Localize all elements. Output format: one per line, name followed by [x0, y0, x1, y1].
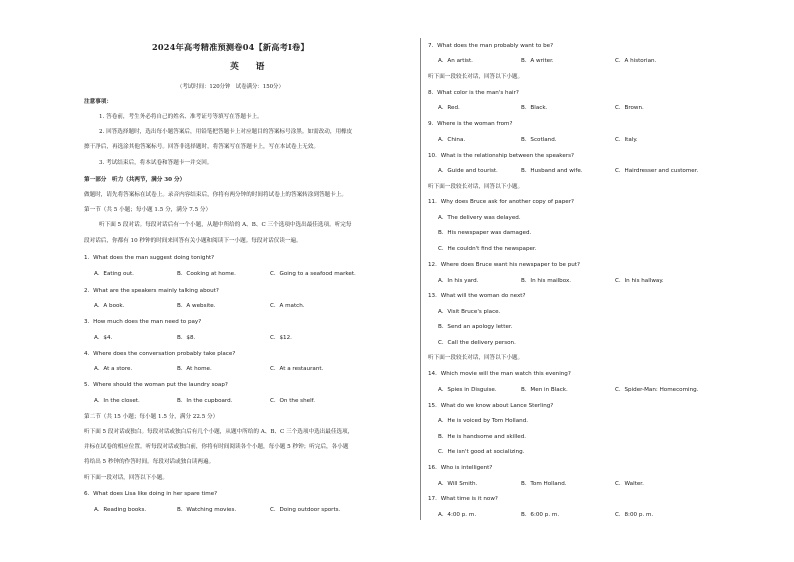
- q13-option-b: B．Send an apology letter.: [438, 324, 513, 330]
- listen-instruction-6: 听下面一段对话，回答以下小题。: [84, 475, 168, 481]
- q17-option-b: B．6:00 p. m.: [521, 512, 560, 518]
- q3-option-c: C．$12.: [270, 335, 292, 341]
- notice-item-2a: 2. 回答选择题时，选出每小题答案后，用铅笔把答题卡上对应题目的答案标号涂黑。如需改动，用橡皮: [99, 129, 353, 135]
- q4-option-b: B．At home.: [177, 366, 212, 372]
- q12-option-b: B．In his mailbox.: [521, 278, 572, 284]
- part1-intro: 做题时，请先将答案标在试卷上。录音内容结束后，你将有两分钟的时间将试卷上的答案转涂到答题卡上。: [84, 192, 347, 198]
- q7-option-a: A．An artist.: [438, 58, 473, 64]
- q9-option-a: A．China.: [438, 137, 466, 143]
- part1-heading: 第一部分 听力（共两节，满分 30 分）: [84, 177, 186, 183]
- question-9: 9．Where is the woman from?: [428, 121, 513, 127]
- q3-option-a: A．$4.: [94, 335, 113, 341]
- q6-option-b: B．Watching movies.: [177, 507, 237, 513]
- listen-instruction-14-17: 听下面一段较长对话，回答以下小题。: [428, 355, 524, 361]
- question-13: 13．What will the woman do next?: [428, 293, 526, 299]
- q11-option-b: B．His newspaper was damaged.: [438, 230, 532, 236]
- q5-option-b: B．In the cupboard.: [177, 398, 233, 404]
- q13-option-a: A．Visit Bruce's place.: [438, 309, 501, 315]
- notice-heading: 注意事项：: [84, 99, 112, 105]
- q4-option-c: C．At a restaurant.: [270, 366, 324, 372]
- question-5: 5．Where should the woman put the laundry soap?: [84, 382, 228, 388]
- q15-option-a: A．He is voiced by Tom Holland.: [438, 418, 529, 424]
- section1-heading: 第一节（共 5 小题；每小题 1.5 分，满分 7.5 分）: [84, 207, 212, 213]
- q13-option-c: C．Call the delivery person.: [438, 340, 516, 346]
- section2-line-1: 听下面 5 段对话或独白。每段对话或独白后有几个小题，从题中所给的 A、B、C 三个选项中选出最佳选项，: [84, 429, 354, 435]
- q10-option-b: B．Husband and wife.: [521, 168, 583, 174]
- exam-info: （考试时间：120分钟 试卷满分：150分）: [177, 84, 284, 90]
- q17-option-a: A．4:00 p. m.: [438, 512, 477, 518]
- section1-line-1: 听下面 5 段对话。每段对话后有一个小题，从题中所给的 A、B、C 三个选项中选出最佳选项。听完每: [99, 222, 352, 228]
- exam-title: 2024年高考精准预测卷04【新高考Ⅰ卷】: [152, 42, 309, 52]
- q1-option-b: B．Cooking at home.: [177, 271, 236, 277]
- q7-option-c: C．A historian.: [615, 58, 657, 64]
- question-4: 4．Where does the conversation probably take place?: [84, 351, 236, 357]
- q8-option-a: A．Red.: [438, 105, 460, 111]
- q11-option-c: C．He couldn't find the newspaper.: [438, 246, 537, 252]
- q3-option-b: B．$8.: [177, 335, 196, 341]
- q12-option-a: A．In his yard.: [438, 278, 479, 284]
- q16-option-b: B．Tom Holland.: [521, 481, 567, 487]
- question-7: 7．What does the man probably want to be?: [428, 43, 554, 49]
- listen-instruction-8-9: 听下面一段较长对话，回答以下小题。: [428, 74, 524, 80]
- subject-title: 英 语: [230, 62, 269, 72]
- question-15: 15．What do we know about Lance Sterling?: [428, 403, 554, 409]
- q10-option-c: C．Hairdresser and customer.: [615, 168, 699, 174]
- question-10: 10．What is the relationship between the speakers?: [428, 153, 574, 159]
- question-11: 11．Why does Bruce ask for another copy of paper?: [428, 199, 574, 205]
- q9-option-b: B．Scotland.: [521, 137, 557, 143]
- q1-option-c: C．Going to a seafood market.: [270, 271, 356, 277]
- section2-heading: 第二节（共 15 小题；每小题 1.5 分，满分 22.5 分）: [84, 414, 219, 420]
- q4-option-a: A．At a store.: [94, 366, 133, 372]
- question-8: 8．What color is the man's hair?: [428, 90, 519, 96]
- section1-line-2: 段对话后，你都有 10 秒钟的时间来回答有关小题和阅读下一小题。每段对话仅读一遍。: [84, 238, 302, 244]
- q6-option-c: C．Doing outdoor sports.: [270, 507, 341, 513]
- section2-line-2: 并标在试卷的相应位置。听每段对话或独白前，你将有时间阅读各个小题，每小题 5 秒钟；听完后，各小题: [84, 444, 349, 450]
- q5-option-c: C．On the shelf.: [270, 398, 315, 404]
- q2-option-b: B．A website.: [177, 303, 216, 309]
- q9-option-c: C．Italy.: [615, 137, 638, 143]
- q8-option-b: B．Black.: [521, 105, 548, 111]
- q8-option-c: C．Brown.: [615, 105, 644, 111]
- q6-option-a: A．Reading books.: [94, 507, 147, 513]
- q2-option-c: C．A match.: [270, 303, 305, 309]
- q2-option-a: A．A book.: [94, 303, 125, 309]
- question-17: 17．What time is it now?: [428, 496, 498, 502]
- question-2: 2．What are the speakers mainly talking about?: [84, 288, 219, 294]
- q14-option-c: C．Spider-Man: Homecoming.: [615, 387, 699, 393]
- question-12: 12．Where does Bruce want his newspaper to be put?: [428, 262, 580, 268]
- question-6: 6．What does Lisa like doing in her spare time?: [84, 491, 218, 497]
- question-16: 16．Who is intelligent?: [428, 465, 493, 471]
- q17-option-c: C．8:00 p. m.: [615, 512, 654, 518]
- question-1: 1．What does the man suggest doing tonight?: [84, 255, 215, 261]
- section2-line-3: 将给出 5 秒钟的作答时间。每段对话或独白读两遍。: [84, 459, 215, 465]
- question-3: 3．How much does the man need to pay?: [84, 319, 202, 325]
- q11-option-a: A．The delivery was delayed.: [438, 215, 521, 221]
- notice-item-2b: 擦干净后，再选涂其他答案标号。回答非选择题时，将答案写在答题卡上，写在本试卷上无效。: [84, 144, 319, 150]
- listen-instruction-11-13: 听下面一段较长对话，回答以下小题。: [428, 184, 524, 190]
- q16-option-a: A．Will Smith.: [438, 481, 478, 487]
- q12-option-c: C．In his hallway.: [615, 278, 664, 284]
- q10-option-a: A．Guide and tourist.: [438, 168, 498, 174]
- q7-option-b: B．A writer.: [521, 58, 554, 64]
- notice-item-1: 1. 答卷前，考生务必将自己的姓名、准考证号等填写在答题卡上。: [99, 114, 263, 120]
- question-14: 14．Which movie will the man watch this evening?: [428, 371, 571, 377]
- q15-option-b: B．He is handsome and skilled.: [438, 434, 527, 440]
- q1-option-a: A．Eating out.: [94, 271, 134, 277]
- q15-option-c: C．He isn't good at socializing.: [438, 449, 525, 455]
- q14-option-b: B．Men in Black.: [521, 387, 568, 393]
- q14-option-a: A．Spies in Disguise.: [438, 387, 497, 393]
- column-divider: [420, 38, 421, 520]
- notice-item-3: 3. 考试结束后，将本试卷和答题卡一并交回。: [99, 160, 213, 166]
- q5-option-a: A．In the closet.: [94, 398, 140, 404]
- q16-option-c: C．Walter.: [615, 481, 644, 487]
